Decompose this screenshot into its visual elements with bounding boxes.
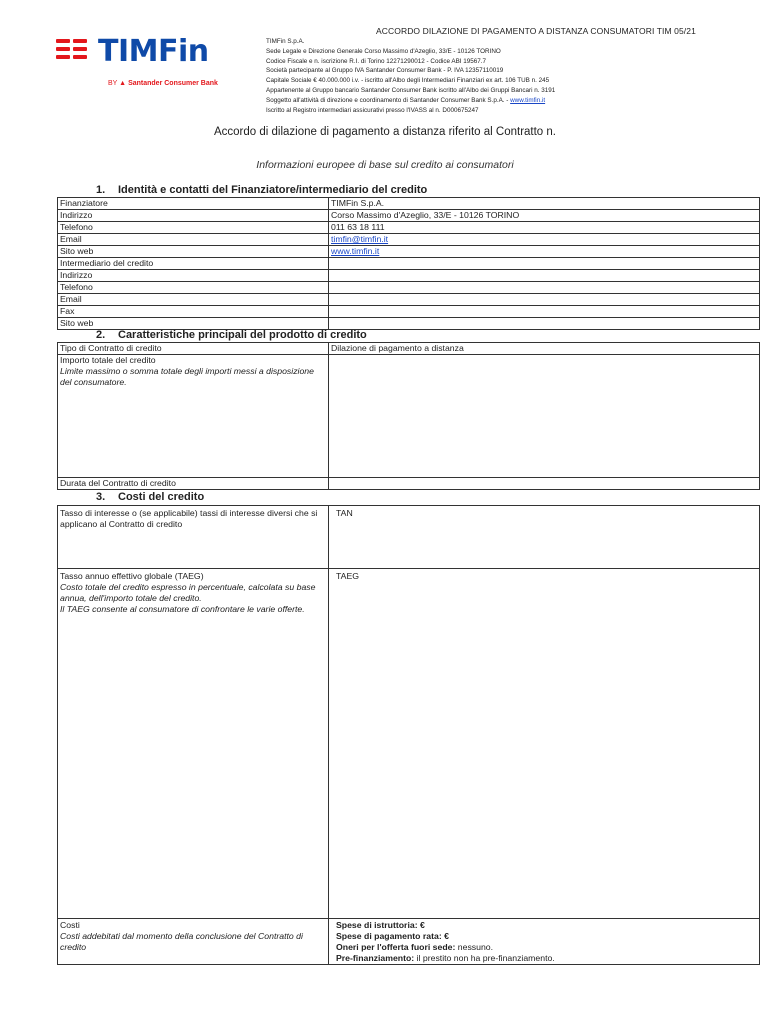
row-value (329, 318, 760, 330)
costi-cell (58, 919, 329, 965)
company-info-line: Iscritto al Registro intermediari assicurativi presso l'IVASS al n. D000675247 (266, 106, 479, 114)
tipo-label: Tipo di Contratto di credito (58, 343, 329, 355)
tassi-label: Tasso di interesse o (se applicabile) tassi di interesse diversi che si applicano al Contratto di credito (58, 506, 329, 569)
tipo-value: Dilazione di pagamento a distanza (329, 343, 760, 355)
email-link[interactable]: timfin@timfin.it (331, 234, 389, 244)
cost-item-label: Pre-finanziamento: (336, 953, 415, 963)
row-value: Corso Massimo d'Azeglio, 33/E - 10126 TORINO (329, 210, 760, 222)
logo-brand: TIMFin (98, 34, 209, 69)
timfin-logo (56, 34, 236, 94)
cost-item (336, 942, 757, 953)
table-row (58, 569, 760, 919)
section-2-heading (96, 329, 367, 341)
row-value (329, 306, 760, 318)
section-title: Caratteristiche principali del prodotto di credito (118, 329, 367, 341)
document-subtitle: Informazioni europee di base sul credito ai consumatori (256, 159, 514, 171)
table-row (58, 294, 760, 306)
table-row (58, 318, 760, 330)
section-title: Identità e contatti del Finanziatore/intermediario del credito (118, 184, 428, 196)
taeg-value: TAEG (329, 569, 760, 919)
table-row (58, 246, 760, 258)
table-row (58, 306, 760, 318)
section-2-table (57, 342, 760, 490)
row-label: Email (58, 234, 329, 246)
section-number: 2. (96, 329, 106, 341)
website-link[interactable]: www.timfin.it (510, 96, 546, 104)
row-value (329, 246, 760, 258)
santander-flame-icon: ▲ (119, 80, 127, 87)
row-value: TIMFin S.p.A. (329, 198, 760, 210)
section-1-table (57, 197, 760, 330)
row-label: Sito web (58, 246, 329, 258)
row-label: Telefono (58, 282, 329, 294)
taeg-description-2: Il TAEG consente al consumatore di confrontare le varie offerte. (60, 604, 305, 614)
company-info-text: Soggetto all'attività di direzione e coordinamento di Santander Consumer Bank S.p.A. - (266, 96, 511, 104)
row-value (329, 282, 760, 294)
row-label: Email (58, 294, 329, 306)
table-row (58, 258, 760, 270)
table-row (58, 234, 760, 246)
section-number: 1. (96, 184, 106, 196)
cost-item (336, 953, 757, 964)
row-label: Fax (58, 306, 329, 318)
importo-cell (58, 355, 329, 478)
row-value (329, 270, 760, 282)
table-row (58, 198, 760, 210)
table-row (58, 222, 760, 234)
company-info-line: Codice Fiscale e n. iscrizione R.I. di Torino 12271290012 - Codice ABI 19567.7 (266, 57, 487, 65)
section-title: Costi del credito (118, 491, 205, 503)
cost-item (336, 920, 757, 931)
logo-partner-name: Santander Consumer Bank (128, 80, 218, 87)
table-row (58, 506, 760, 569)
logo-by: BY (108, 80, 118, 87)
cost-item-label: Oneri per l'offerta fuori sede: (336, 942, 456, 952)
company-info-line: Appartenente al Gruppo bancario Santander Consumer Bank iscritto all'Albo dei Gruppi Bancari n. 3191 (266, 86, 556, 94)
cost-item-label: Spese di istruttoria: € (336, 920, 425, 930)
section-3-table (57, 505, 760, 965)
taeg-label: Tasso annuo effettivo globale (TAEG) (60, 571, 204, 581)
section-number: 3. (96, 491, 106, 503)
importo-label: Importo totale del credito (60, 355, 156, 365)
website-link[interactable]: www.timfin.it (331, 246, 380, 256)
row-label: Intermediario del credito (58, 258, 329, 270)
company-info-line: TIMFin S.p.A. (266, 38, 305, 45)
row-value (329, 234, 760, 246)
table-row (58, 919, 760, 965)
row-label: Finanziatore (58, 198, 329, 210)
durata-value (329, 478, 760, 490)
table-row (58, 343, 760, 355)
company-info-line: Sede Legale e Direzione Generale Corso Massimo d'Azeglio, 33/E - 10126 TORINO (266, 47, 501, 55)
durata-label: Durata del Contratto di credito (58, 478, 329, 490)
costi-values (329, 919, 760, 965)
taeg-cell (58, 569, 329, 919)
company-info (266, 37, 736, 115)
row-label: Sito web (58, 318, 329, 330)
document-code: ACCORDO DILAZIONE DI PAGAMENTO A DISTANZA CONSUMATORI TIM 05/21 (376, 26, 696, 36)
row-label: Telefono (58, 222, 329, 234)
taeg-description: Costo totale del credito espresso in percentuale, calcolata su base annua, dell'importo totale del credito. (60, 582, 316, 603)
section-3-heading (96, 491, 204, 503)
cost-item-label: Spese di pagamento rata: € (336, 931, 449, 941)
importo-value (329, 355, 760, 478)
importo-description: Limite massimo o somma totale degli importi messi a disposizione del consumatore. (60, 366, 314, 387)
cost-item-text: nessuno. (455, 942, 494, 952)
cost-item (336, 931, 757, 942)
table-row (58, 355, 760, 478)
logo-partner (108, 80, 218, 87)
costi-label: Costi (60, 920, 80, 930)
row-value (329, 258, 760, 270)
tan-value: TAN (329, 506, 760, 569)
company-info-line (266, 96, 736, 106)
table-row (58, 270, 760, 282)
company-info-line: Società partecipante al Gruppo IVA Santander Consumer Bank - P. IVA 12357110019 (266, 67, 504, 75)
document-title: Accordo di dilazione di pagamento a distanza riferito al Contratto n. (213, 126, 556, 138)
table-row (58, 210, 760, 222)
costi-description: Costi addebitati dal momento della conclusione del Contratto di credito (60, 931, 303, 952)
row-label: Indirizzo (58, 270, 329, 282)
cost-item-text: il prestito non ha pre-finanziamento. (414, 953, 555, 963)
row-value (329, 294, 760, 306)
company-info-line: Capitale Sociale € 40.000.000 i.v. - iscritto all'Albo degli Intermediari Finanziari ex art. 106 TUB n. 245 (266, 77, 550, 85)
row-label: Indirizzo (58, 210, 329, 222)
table-row (58, 478, 760, 490)
row-value: 011 63 18 111 (329, 222, 760, 234)
section-1-heading (96, 184, 427, 196)
table-row (58, 282, 760, 294)
